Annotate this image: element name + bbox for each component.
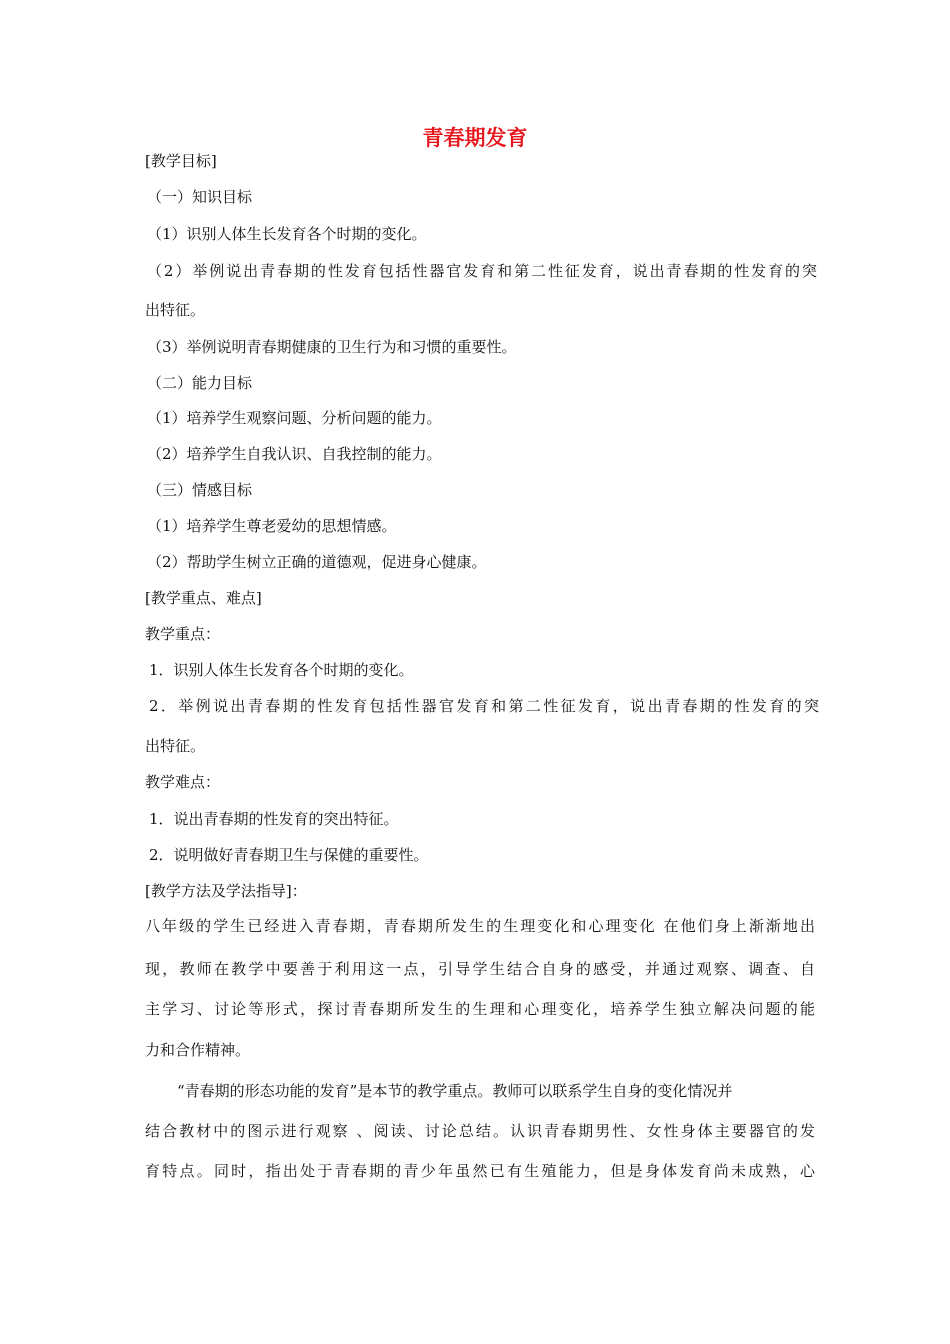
text-line: 1．识别人体生长发育各个时期的变化。: [149, 661, 414, 679]
text-line: （3）举例说明青春期健康的卫生行为和习惯的重要性。: [147, 338, 517, 356]
text-line: （1）识别人体生长发育各个时期的变化。: [147, 225, 427, 243]
section-heading-teaching-methods: [教学方法及学法指导]：: [145, 882, 307, 900]
text-line: （2）帮助学生树立正确的道德观，促进身心健康。: [147, 553, 487, 571]
text-line: （1）培养学生尊老爱幼的思想情感。: [147, 517, 397, 535]
paragraph-line: 力和合作精神。: [145, 1041, 251, 1059]
text-line: 1．说出青春期的性发育的突出特征。: [149, 810, 399, 828]
text-line: 出特征。: [145, 301, 206, 319]
paragraph-line: 主学习、讨论等形式，探讨青春期所发生的生理和心理变化，培养学生独立解决问题的能: [145, 1000, 815, 1018]
text-line: 出特征。: [145, 737, 206, 755]
text-line: （2）培养学生自我认识、自我控制的能力。: [147, 445, 442, 463]
subsection-heading-ability-goals: （二）能力目标: [147, 374, 253, 392]
paragraph-line: “青春期的形态功能的发育”是本节的教学重点。教师可以联系学生自身的变化情况并: [177, 1082, 733, 1100]
text-line: （1）培养学生观察问题、分析问题的能力。: [147, 409, 442, 427]
section-heading-teaching-goals: [教学目标]: [145, 152, 217, 170]
paragraph-line: 结合教材中的图示进行观察 、阅读、讨论总结。认识青春期男性、女性身体主要器官的发: [145, 1122, 815, 1140]
paragraph-line: 八年级的学生已经进入青春期，青春期所发生的生理变化和心理变化 在他们身上渐渐地出: [145, 917, 815, 935]
subsection-heading-emotion-goals: （三）情感目标: [147, 481, 253, 499]
text-line: （2）举例说出青春期的性发育包括性器官发育和第二性征发育，说出青春期的性发育的突: [147, 262, 817, 280]
paragraph-line: 现，教师在教学中要善于利用这一点，引导学生结合自身的感受，并通过观察、调查、自: [145, 960, 815, 978]
text-line: 教学难点：: [145, 773, 221, 791]
section-heading-key-points: [教学重点、难点]: [145, 589, 262, 607]
text-line: 2．举例说出青春期的性发育包括性器官发育和第二性征发育，说出青春期的性发育的突: [149, 697, 819, 715]
text-line: 教学重点：: [145, 625, 221, 643]
subsection-heading-knowledge-goals: （一）知识目标: [147, 188, 253, 206]
paragraph-line: 育特点。同时，指出处于青春期的青少年虽然已有生殖能力，但是身体发育尚未成熟，心: [145, 1162, 815, 1180]
text-line: 2．说明做好青春期卫生与保健的重要性。: [149, 846, 429, 864]
document-title: 青春期发育: [422, 126, 528, 150]
